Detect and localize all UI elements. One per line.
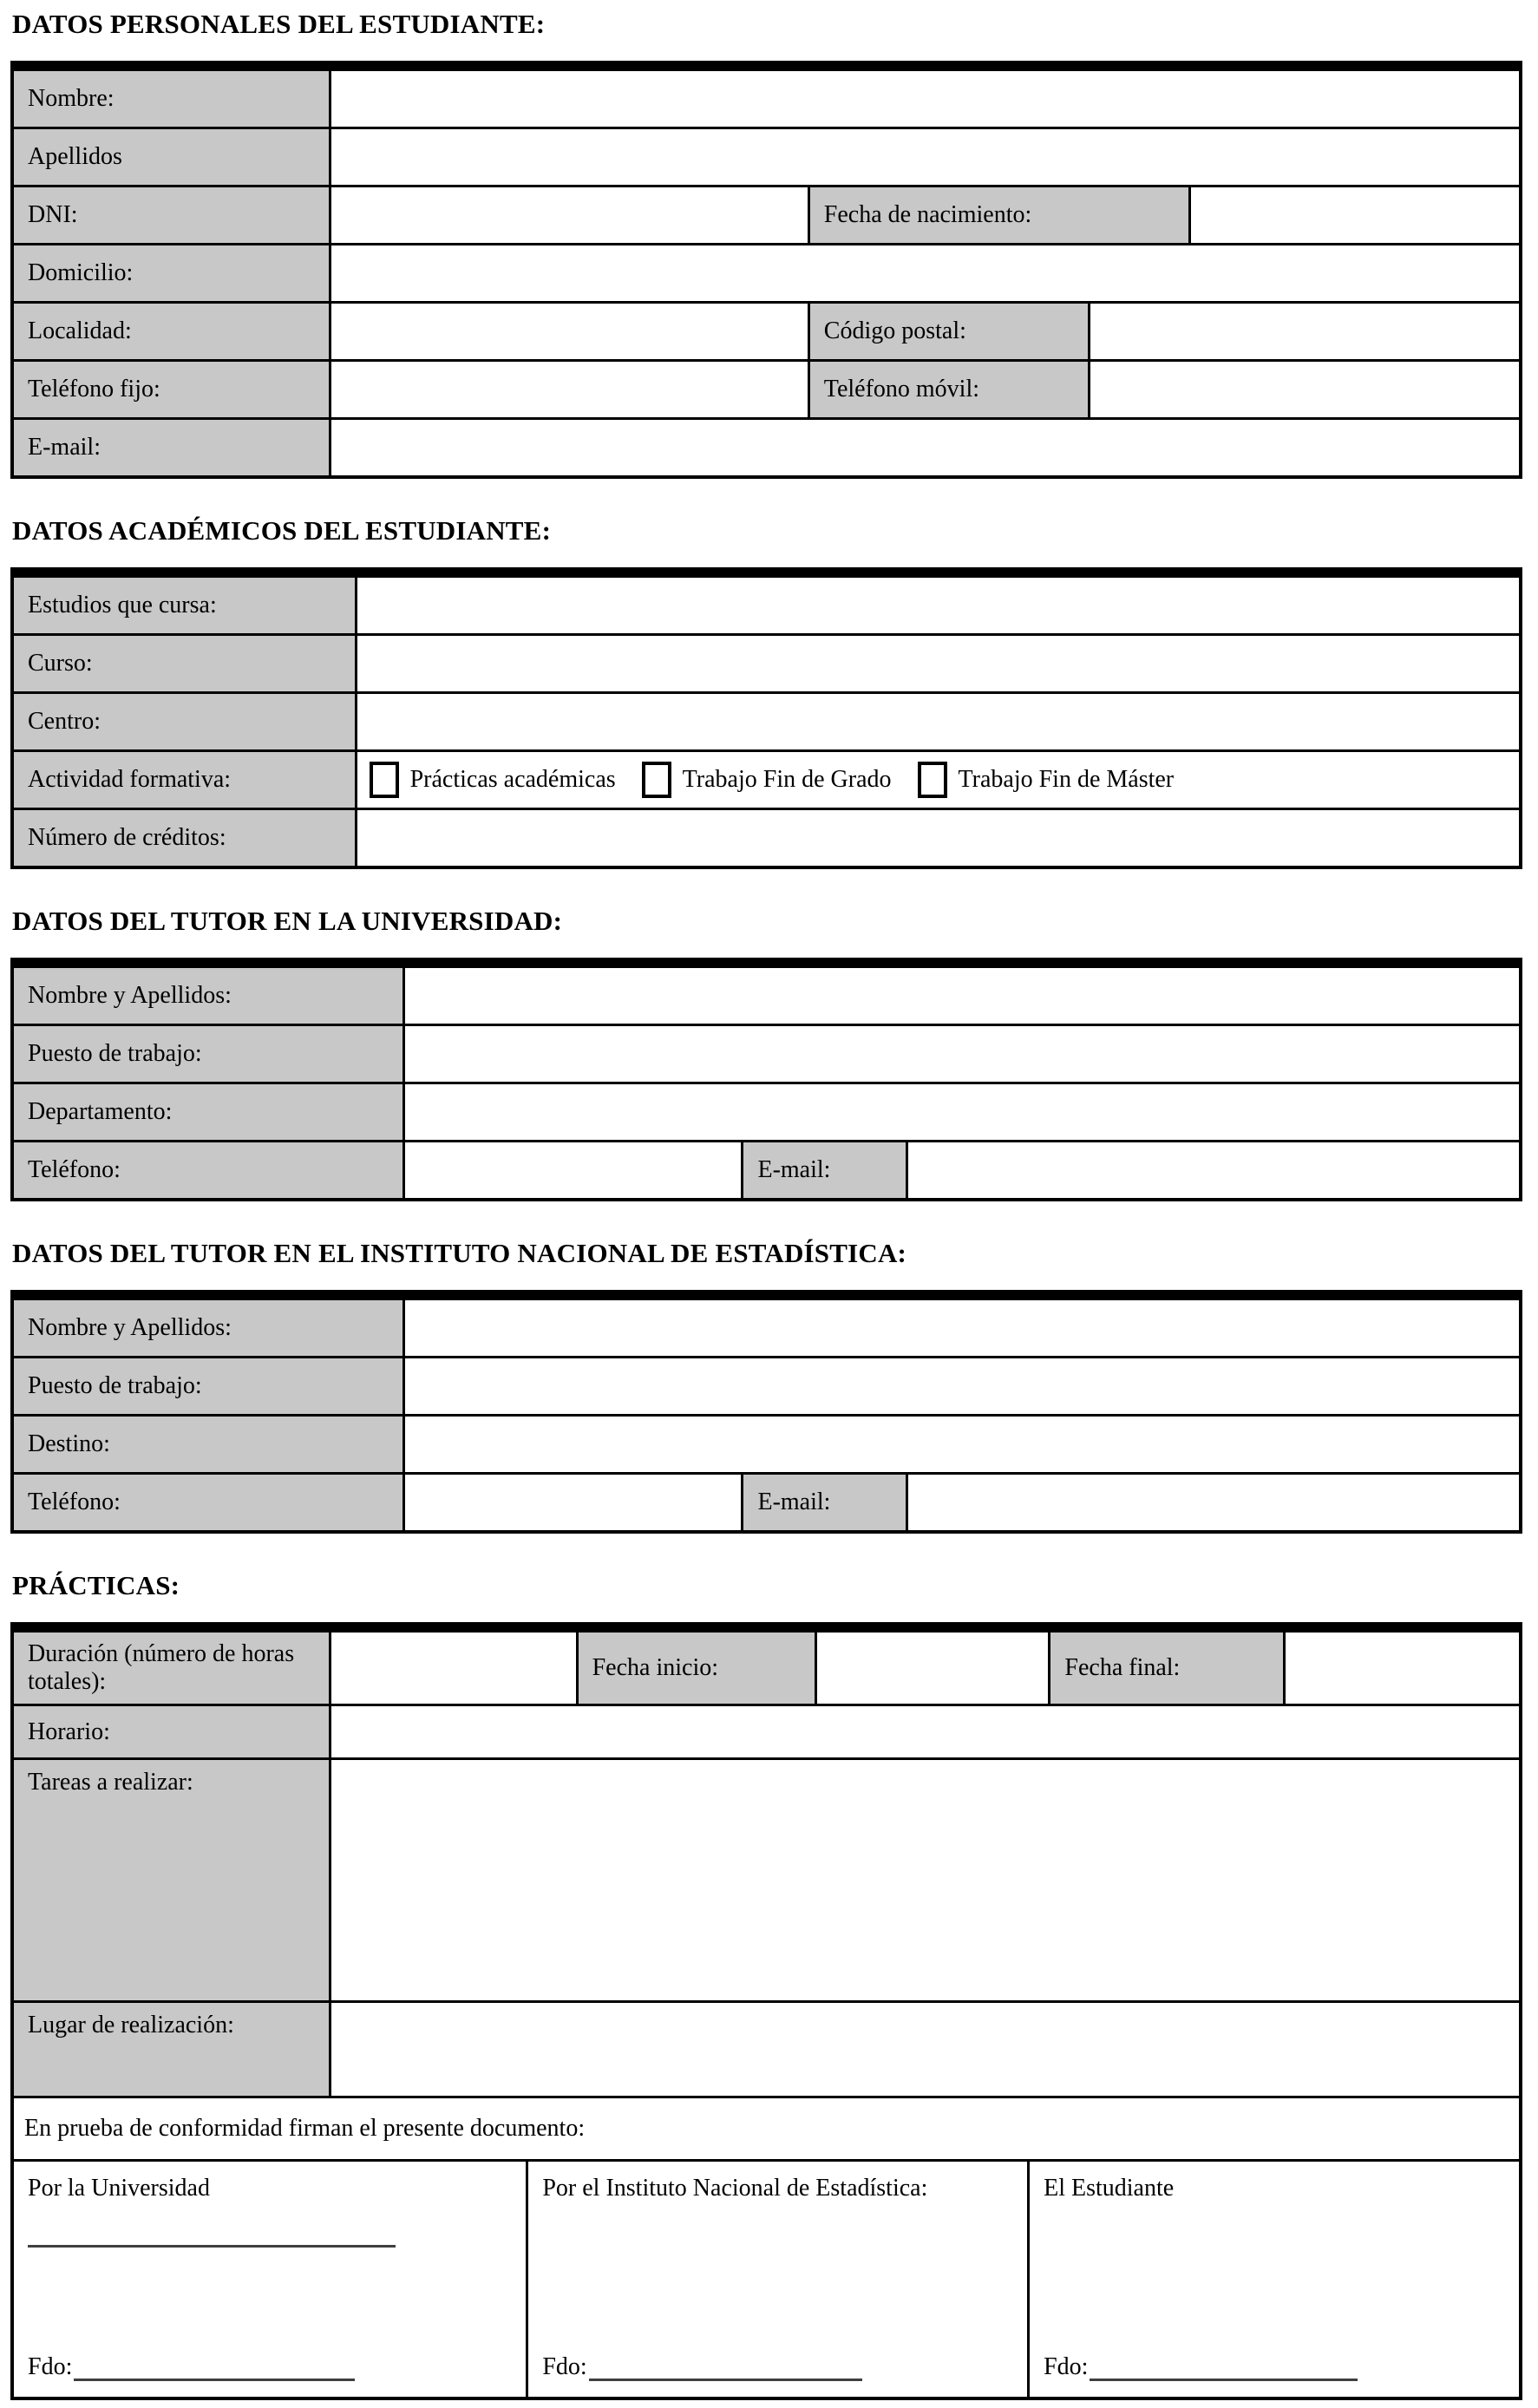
trabajo-fin-master-checkbox-label: Trabajo Fin de Máster xyxy=(958,766,1175,793)
nombre-label: Nombre: xyxy=(14,71,331,127)
tutor-universidad-table xyxy=(10,958,1522,1201)
practicas-table xyxy=(10,1622,1522,2400)
row-tutor-uni-telefono-email xyxy=(14,1142,1519,1198)
row-conformidad-intro xyxy=(14,2098,1519,2162)
fdo-label-ine: Fdo: xyxy=(542,2353,587,2380)
row-domicilio xyxy=(14,245,1519,304)
row-tutor-ine-puesto xyxy=(14,1358,1519,1417)
tutor-uni-departamento-label: Departamento: xyxy=(14,1084,405,1140)
row-telefonos xyxy=(14,362,1519,420)
firma-ine-cell xyxy=(528,2162,1030,2397)
firma-universidad-cell xyxy=(14,2162,528,2397)
codigo-postal-input[interactable] xyxy=(1090,304,1520,359)
firma-estudiante-cell xyxy=(1030,2162,1519,2397)
actividad-formativa-label: Actividad formativa: xyxy=(14,752,357,808)
telefono-fijo-input[interactable] xyxy=(331,362,810,417)
row-nombre xyxy=(14,71,1519,129)
horario-input[interactable] xyxy=(331,1706,1519,1757)
academic-data-table xyxy=(10,567,1522,869)
apellidos-label: Apellidos xyxy=(14,129,331,185)
row-localidad-codigo-postal xyxy=(14,304,1519,362)
trabajo-fin-grado-checkbox-label: Trabajo Fin de Grado xyxy=(682,766,892,793)
centro-label: Centro: xyxy=(14,694,357,749)
row-email xyxy=(14,420,1519,475)
domicilio-label: Domicilio: xyxy=(14,245,331,301)
tareas-label: Tareas a realizar: xyxy=(14,1760,331,2000)
fecha-inicio-input[interactable] xyxy=(817,1633,1050,1704)
firma-universidad-fdo xyxy=(28,2353,512,2381)
trabajo-fin-master-checkbox[interactable] xyxy=(918,762,947,798)
tutor-ine-destino-input[interactable] xyxy=(405,1417,1519,1472)
tutor-ine-destino-label: Destino: xyxy=(14,1417,405,1472)
row-tutor-ine-destino xyxy=(14,1417,1519,1475)
tutor-uni-telefono-label: Teléfono: xyxy=(14,1142,405,1198)
creditos-input[interactable] xyxy=(357,810,1519,866)
tareas-input[interactable] xyxy=(331,1760,1519,2000)
row-creditos xyxy=(14,810,1519,866)
row-dni-fecha-nacimiento xyxy=(14,187,1519,245)
fdo-label-estudiante: Fdo: xyxy=(1044,2353,1089,2380)
tutor-ine-telefono-label: Teléfono: xyxy=(14,1475,405,1530)
estudios-label: Estudios que cursa: xyxy=(14,578,357,633)
tutor-uni-departamento-input[interactable] xyxy=(405,1084,1519,1140)
row-estudios xyxy=(14,578,1519,636)
localidad-label: Localidad: xyxy=(14,304,331,359)
firma-estudiante-fdo xyxy=(1044,2353,1505,2381)
tutor-uni-email-input[interactable] xyxy=(908,1142,1519,1198)
practicas-section-title: PRÁCTICAS: xyxy=(12,1570,180,1600)
row-apellidos xyxy=(14,129,1519,187)
tutor-uni-puesto-label: Puesto de trabajo: xyxy=(14,1026,405,1082)
apellidos-input[interactable] xyxy=(331,129,1519,185)
localidad-input[interactable] xyxy=(331,304,810,359)
personal-data-table xyxy=(10,61,1522,479)
row-tutor-ine-telefono-email xyxy=(14,1475,1519,1530)
nombre-input[interactable] xyxy=(331,71,1519,127)
row-horario xyxy=(14,1706,1519,1760)
row-tareas xyxy=(14,1760,1519,2003)
horario-label: Horario: xyxy=(14,1706,331,1757)
option-trabajo-fin-master xyxy=(918,762,1175,798)
firma-universidad-title: Por la Universidad xyxy=(28,2175,210,2202)
centro-input[interactable] xyxy=(357,694,1519,749)
telefono-fijo-label: Teléfono fijo: xyxy=(14,362,331,417)
tutor-uni-telefono-input[interactable] xyxy=(405,1142,743,1198)
domicilio-input[interactable] xyxy=(331,245,1519,301)
trabajo-fin-grado-checkbox[interactable] xyxy=(642,762,671,798)
row-tutor-ine-nombre xyxy=(14,1300,1519,1358)
fecha-final-input[interactable] xyxy=(1286,1633,1519,1704)
fdo-line-estudiante xyxy=(1090,2353,1357,2381)
row-firmas xyxy=(14,2162,1519,2397)
tutor-ine-email-input[interactable] xyxy=(908,1475,1519,1530)
row-tutor-uni-departamento xyxy=(14,1084,1519,1142)
row-lugar xyxy=(14,2003,1519,2098)
row-centro xyxy=(14,694,1519,752)
academicos-section-title: DATOS ACADÉMICOS DEL ESTUDIANTE: xyxy=(12,515,552,546)
tutor-ine-email-label: E-mail: xyxy=(743,1475,907,1530)
tutor-uni-nombre-input[interactable] xyxy=(405,968,1519,1024)
row-duracion-fechas xyxy=(14,1633,1519,1706)
practicas-academicas-checkbox[interactable] xyxy=(370,762,399,798)
telefono-movil-label: Teléfono móvil: xyxy=(810,362,1090,417)
tutor-ine-puesto-input[interactable] xyxy=(405,1358,1519,1414)
dni-label: DNI: xyxy=(14,187,331,243)
fdo-label-universidad: Fdo: xyxy=(28,2353,73,2380)
fecha-inicio-label: Fecha inicio: xyxy=(579,1633,818,1704)
tutor-uni-puesto-input[interactable] xyxy=(405,1026,1519,1082)
estudios-input[interactable] xyxy=(357,578,1519,633)
firma-estudiante-title: El Estudiante xyxy=(1044,2175,1175,2202)
tutor-uni-email-label: E-mail: xyxy=(743,1142,907,1198)
row-actividad-formativa xyxy=(14,752,1519,810)
tutor-uni-nombre-label: Nombre y Apellidos: xyxy=(14,968,405,1024)
email-input[interactable] xyxy=(331,420,1519,475)
fdo-line-universidad xyxy=(74,2353,355,2381)
creditos-label: Número de créditos: xyxy=(14,810,357,866)
tutor-ine-nombre-input[interactable] xyxy=(405,1300,1519,1356)
email-label: E-mail: xyxy=(14,420,331,475)
personal-section-title: DATOS PERSONALES DEL ESTUDIANTE: xyxy=(12,9,546,39)
actividad-formativa-options xyxy=(357,752,1519,808)
dni-input[interactable] xyxy=(331,187,810,243)
fecha-nacimiento-label: Fecha de nacimiento: xyxy=(810,187,1191,243)
practicas-academicas-checkbox-label: Prácticas académicas xyxy=(409,766,616,793)
row-curso xyxy=(14,636,1519,694)
firma-ine-title: Por el Instituto Nacional de Estadística: xyxy=(542,2175,928,2202)
curso-label: Curso: xyxy=(14,636,357,691)
tutor-ine-section-title: DATOS DEL TUTOR EN EL INSTITUTO NACIONAL DE ESTADÍSTICA: xyxy=(12,1238,907,1268)
telefono-movil-input[interactable] xyxy=(1090,362,1520,417)
lugar-input[interactable] xyxy=(331,2003,1519,2096)
row-tutor-uni-puesto xyxy=(14,1026,1519,1084)
duracion-input[interactable] xyxy=(331,1633,579,1704)
lugar-label: Lugar de realización: xyxy=(14,2003,331,2096)
codigo-postal-label: Código postal: xyxy=(810,304,1090,359)
fecha-nacimiento-input[interactable] xyxy=(1191,187,1519,243)
option-trabajo-fin-grado xyxy=(642,762,892,798)
curso-input[interactable] xyxy=(357,636,1519,691)
tutor-ine-puesto-label: Puesto de trabajo: xyxy=(14,1358,405,1414)
conformidad-intro-text: En prueba de conformidad firman el presente documento: xyxy=(14,2098,1519,2159)
tutor-universidad-section-title: DATOS DEL TUTOR EN LA UNIVERSIDAD: xyxy=(12,906,563,936)
row-tutor-uni-nombre xyxy=(14,968,1519,1026)
fdo-line-ine xyxy=(589,2353,862,2381)
firma-ine-fdo xyxy=(542,2353,1013,2381)
option-practicas-academicas xyxy=(370,762,616,798)
tutor-ine-nombre-label: Nombre y Apellidos: xyxy=(14,1300,405,1356)
tutor-ine-telefono-input[interactable] xyxy=(405,1475,743,1530)
tutor-ine-table xyxy=(10,1290,1522,1534)
fecha-final-label: Fecha final: xyxy=(1050,1633,1286,1704)
duracion-label: Duración (número de horas totales): xyxy=(14,1633,331,1704)
